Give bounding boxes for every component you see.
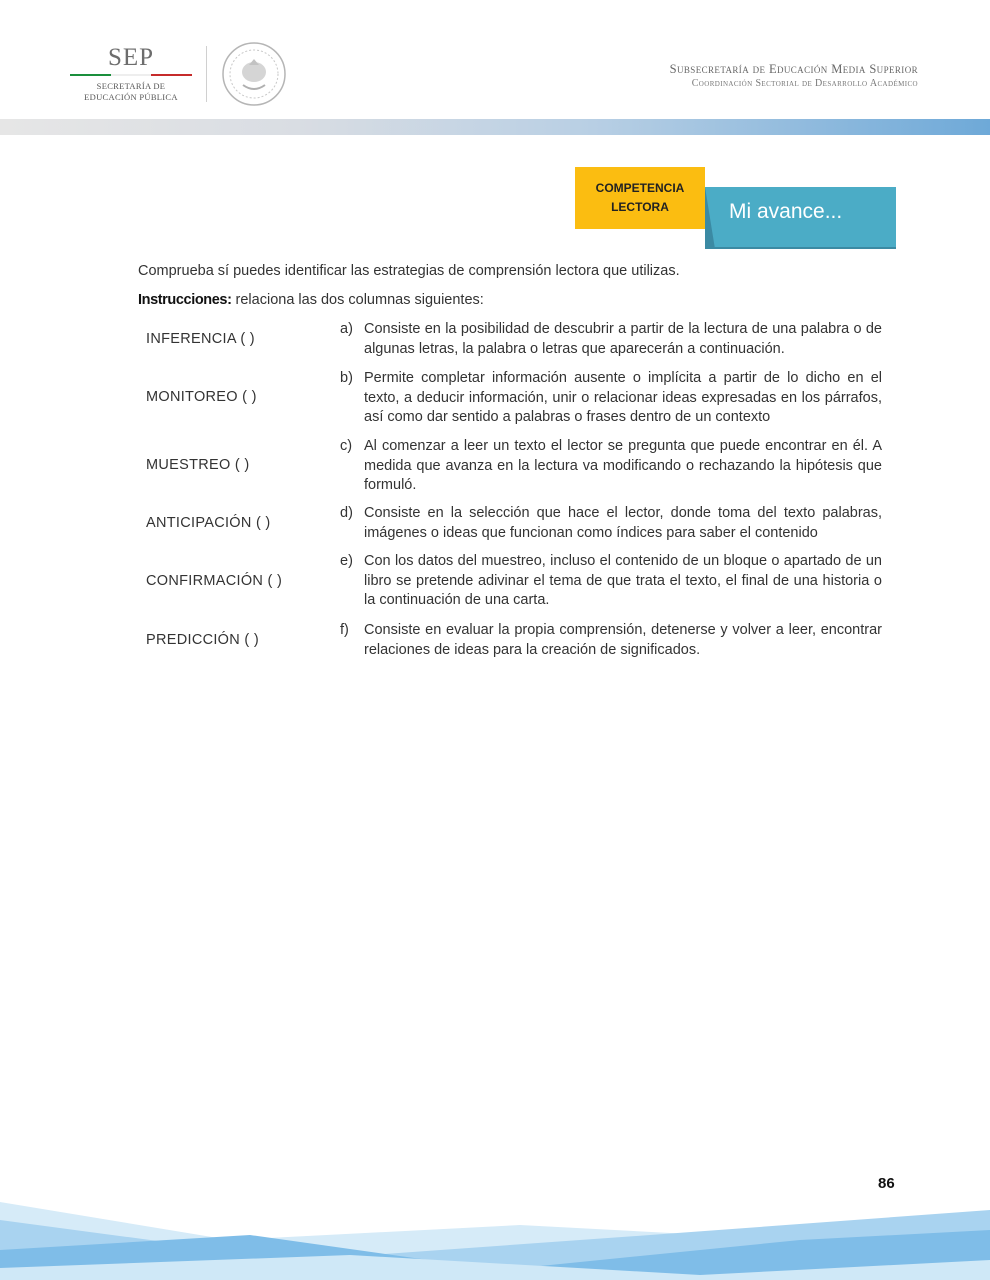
competencia-lectora-label: [575, 167, 705, 229]
sep-logo-title: SEP: [107, 44, 155, 71]
header-institution: [670, 62, 918, 90]
competencia-line1: COMPETENCIA: [595, 181, 685, 195]
definition-letter: f): [340, 622, 349, 638]
sep-logo-subtitle-2: EDUCACIÓN PÚBLICA: [84, 92, 178, 102]
definition-text: Con los datos del muestreo, incluso el contenido de un bloque o apartado de un libro se pretende adivinar el tema de que trata el texto, el final de una historia o la continuación de una carta.: [364, 553, 882, 608]
mi-avance-text: Mi avance...: [729, 200, 843, 223]
intro-text: Comprueba sí puedes identificar las estrategias de comprensión lectora que utilizas.: [138, 263, 680, 279]
definition-letter: a): [340, 321, 353, 337]
definition-text: Consiste en la posibilidad de descubrir a partir de la lectura de una palabra o de algunas letras, la palabra o letras que aparecerán a continuación.: [364, 321, 882, 357]
definition-text: Consiste en la selección que hace el lector, donde toma del texto palabras, imágenes o ideas que funcionan como índices para saber el contenido: [364, 505, 882, 541]
coat-of-arms-icon: [221, 41, 287, 107]
term-muestreo: MUESTREO ( ): [146, 457, 250, 473]
term-anticipacion: ANTICIPACIÓN ( ): [146, 515, 271, 531]
header-subsecretaria: Subsecretaría de Educación Media Superior: [669, 62, 918, 76]
definition-d: [340, 504, 882, 543]
definition-letter: b): [340, 370, 353, 386]
header-divider: [206, 46, 207, 102]
definition-text: Consiste en evaluar la propia comprensión, detenerse y volver a leer, encontrar relaciones de ideas para la creación de significados.: [364, 622, 882, 658]
term-inferencia: INFERENCIA ( ): [146, 331, 255, 347]
definition-f: [340, 621, 882, 660]
sep-logo: [70, 44, 192, 103]
definition-text: Permite completar información ausente o implícita a partir de lo dicho en el texto, a deducir información, unir o relacionar ideas expresadas en los párrafos, así como dar sentido a palabras o frases dentro de un contexto: [364, 370, 882, 425]
page-number: 86: [878, 1175, 895, 1192]
definition-letter: c): [340, 438, 353, 454]
definition-b: [340, 369, 882, 428]
definition-text: Al comenzar a leer un texto el lector se pregunta que puede encontrar en él. A medida que avanza en la lectura va modificando o rechazando la hipótesis que formuló.: [364, 438, 882, 493]
footer-waves: [0, 1180, 990, 1280]
definition-letter: d): [340, 505, 353, 521]
sep-logo-subtitle-1: SECRETARÍA DE: [96, 81, 166, 91]
term-confirmacion: CONFIRMACIÓN ( ): [146, 573, 283, 589]
header-gradient-band: [0, 119, 990, 135]
sep-flag-bar: [70, 74, 192, 76]
competencia-line2: LECTORA: [611, 200, 669, 214]
definition-letter: e): [340, 553, 353, 569]
instructions-text: relaciona las dos columnas siguientes:: [231, 292, 484, 308]
definition-c: [340, 437, 882, 496]
definition-a: [340, 320, 882, 359]
term-prediccion: PREDICCIÓN ( ): [146, 632, 259, 648]
term-monitoreo: MONITOREO ( ): [146, 389, 257, 405]
instructions: [138, 290, 484, 310]
definition-e: [340, 552, 882, 611]
instructions-label: Instrucciones:: [138, 292, 232, 308]
header-coordinacion: Coordinación Sectorial de Desarrollo Académico: [691, 78, 918, 89]
